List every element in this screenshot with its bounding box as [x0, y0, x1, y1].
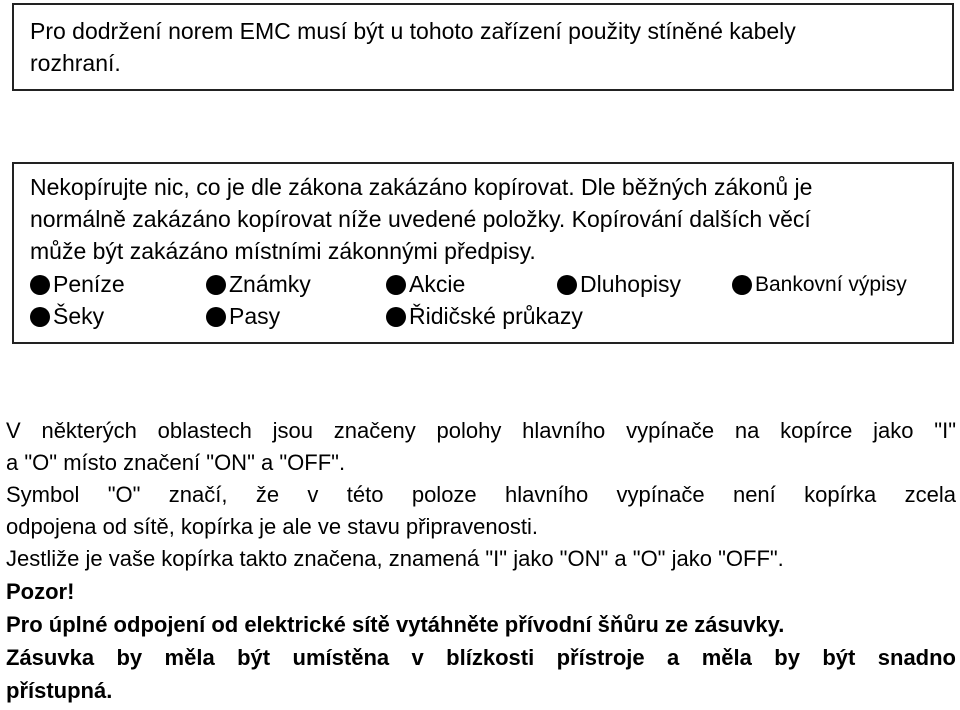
- warning-line: Pro úplné odpojení od elektrické sítě vytáhněte přívodní šňůru ze zásuvky.: [6, 612, 785, 637]
- restricted-item: [30, 268, 125, 301]
- restriction-text-line: Nekopírujte nic, co je dle zákona zakázáno kopírovat. Dle běžných zákonů je: [30, 174, 813, 200]
- restricted-item: [557, 268, 681, 301]
- restricted-item: [206, 300, 280, 333]
- warning-line: přístupná.: [6, 678, 113, 703]
- restricted-item-label: Bankovní výpisy: [755, 272, 907, 296]
- emc-notice-line: Pro dodržení norem EMC musí být u tohoto zařízení použity stíněné kabely: [30, 18, 796, 44]
- restricted-item: [386, 300, 583, 333]
- bullet-icon: [30, 275, 50, 295]
- bullet-icon: [386, 275, 406, 295]
- bullet-icon: [732, 275, 752, 295]
- copy-restriction-box: [12, 162, 954, 344]
- restricted-item: [30, 300, 104, 333]
- restricted-item: [386, 268, 465, 301]
- restricted-item: [732, 268, 907, 301]
- restricted-item-label: Šeky: [53, 303, 105, 329]
- note-line: Jestliže je vaše kopírka takto značena, znamená "I" jako "ON" a "O" jako "OFF".: [6, 546, 784, 571]
- warning-line: Zásuvka by měla být umístěna v blízkosti přístroje a měla by být snadno: [6, 645, 956, 670]
- restricted-item-label: Známky: [229, 271, 311, 297]
- note-line: Symbol "O" značí, že v této poloze hlavního vypínače není kopírka zcela: [6, 482, 956, 507]
- restricted-item: [206, 268, 311, 301]
- bullet-icon: [557, 275, 577, 295]
- restricted-item-label: Pasy: [229, 303, 281, 329]
- warning-heading: Pozor!: [6, 579, 75, 604]
- note-line: a "O" místo značení "ON" a "OFF".: [6, 450, 346, 475]
- restricted-item-label: Řidičské průkazy: [409, 303, 583, 329]
- bullet-icon: [206, 275, 226, 295]
- restricted-item-label: Dluhopisy: [580, 271, 681, 297]
- restriction-text-line: normálně zakázáno kopírovat níže uvedené položky. Kopírování dalších věcí: [30, 206, 811, 232]
- restriction-text-line: může být zakázáno místními zákonnými předpisy.: [30, 238, 536, 264]
- note-line: odpojena od sítě, kopírka je ale ve stavu připravenosti.: [6, 514, 538, 539]
- bullet-icon: [30, 307, 50, 327]
- restricted-item-label: Peníze: [53, 271, 125, 297]
- note-line: V některých oblastech jsou značeny polohy hlavního vypínače na kopírce jako "I": [6, 418, 956, 443]
- restricted-item-label: Akcie: [409, 271, 466, 297]
- bullet-icon: [386, 307, 406, 327]
- bullet-icon: [206, 307, 226, 327]
- emc-notice-line: rozhraní.: [30, 50, 121, 76]
- emc-notice-box: [12, 3, 954, 91]
